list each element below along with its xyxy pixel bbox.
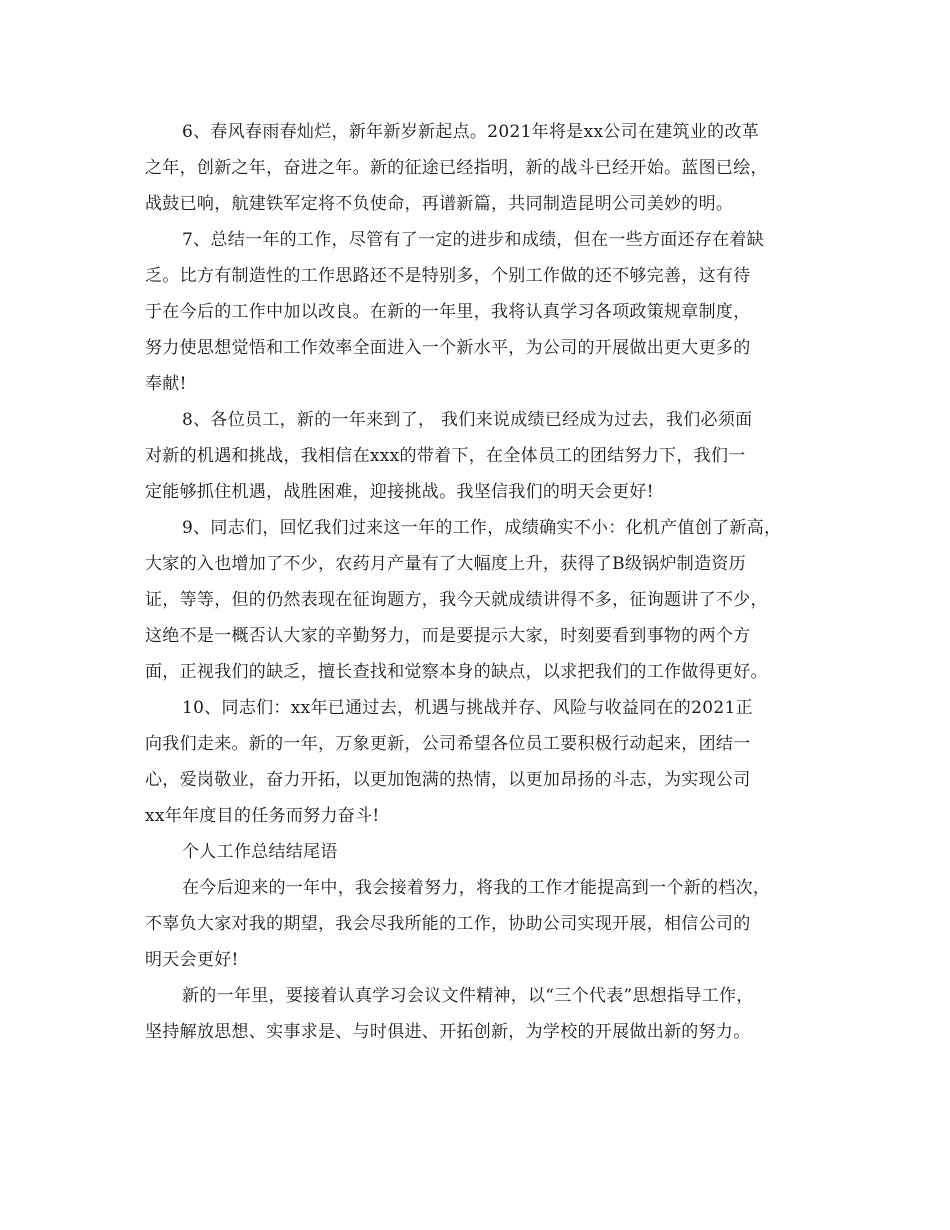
text-line: 乏。比方有制造性的工作思路还不是特别多，个别工作做的还不够完善，这有待 [145,266,751,286]
text-line: 战鼓已响，航建铁军定将不负使命，再谱新篇，共同制造昆明公司美妙的明。 [145,194,734,214]
text-line: 新的一年里，要接着认真学习会议文件精神，以“三个代表”思想指导工作， [182,986,754,1006]
text-line: 奉献! [145,374,187,394]
text-line: 向我们走来。新的一年，万象更新，公司希望各位员工要积极行动起来，团结一 [145,734,751,754]
text-line: 个人工作总结结尾语 [182,842,338,862]
text-line: 坚持解放思想、实事求是、与时俱进、开拓创新，为学校的开展做出新的努力。 [145,1022,751,1042]
text-line: 8、各位员工，新的一年来到了， 我们来说成绩已经成为过去，我们必须面 [182,410,753,430]
text-line: 9、同志们，回忆我们过来这一年的工作，成绩确实不小：化机产值创了新高， [182,518,782,538]
text-line: 心，爱岗敬业，奋力开拓，以更加饱满的热情，以更加昂扬的斗志，为实现公司 [145,770,751,790]
text-line: 证，等等，但的仍然表现在征询题方，我今天就成绩讲得不多，征询题讲了不少， [145,590,768,610]
text-line: 在今后迎来的一年中，我会接着努力，将我的工作才能提高到一个新的档次， [182,878,771,898]
text-line: 6、春风春雨春灿烂，新年新岁新起点。2021年将是xx公司在建筑业的改革 [182,122,760,142]
text-line: 定能够抓住机遇，战胜困难，迎接挑战。我坚信我们的明天会更好! [145,482,654,502]
text-line: 之年，创新之年，奋进之年。新的征途已经指明，新的战斗已经开始。蓝图已绘， [145,158,768,178]
text-line: 面，正视我们的缺乏，擅长查找和觉察本身的缺点，以求把我们的工作做得更好。 [145,662,768,682]
text-line: 对新的机遇和挑战，我相信在xxx的带着下，在全体员工的团结努力下，我们一 [145,446,746,466]
text-line: 7、总结一年的工作，尽管有了一定的进步和成绩，但在一些方面还存在着缺 [182,230,765,250]
text-line: 于在今后的工作中加以改良。在新的一年里，我将认真学习各项政策规章制度， [145,302,751,322]
text-line: 大家的入也增加了不少，农药月产量有了大幅度上升，获得了B级锅炉制造资历 [145,554,746,574]
text-line: 这绝不是一概否认大家的辛勤努力，而是要提示大家，时刻要看到事物的两个方 [145,626,751,646]
text-line: 不辜负大家对我的期望，我会尽我所能的工作，协助公司实现开展，相信公司的 [145,914,751,934]
text-line: 努力使思想觉悟和工作效率全面进入一个新水平，为公司的开展做出更大更多的 [145,338,751,358]
text-line: 明天会更好! [145,950,239,970]
text-line: 10、同志们：xx年已通过去，机遇与挑战并存、风险与收益同在的2021正 [182,698,753,718]
text-line: xx年年度目的任务而努力奋斗! [145,806,380,826]
document-body [145,114,810,1050]
